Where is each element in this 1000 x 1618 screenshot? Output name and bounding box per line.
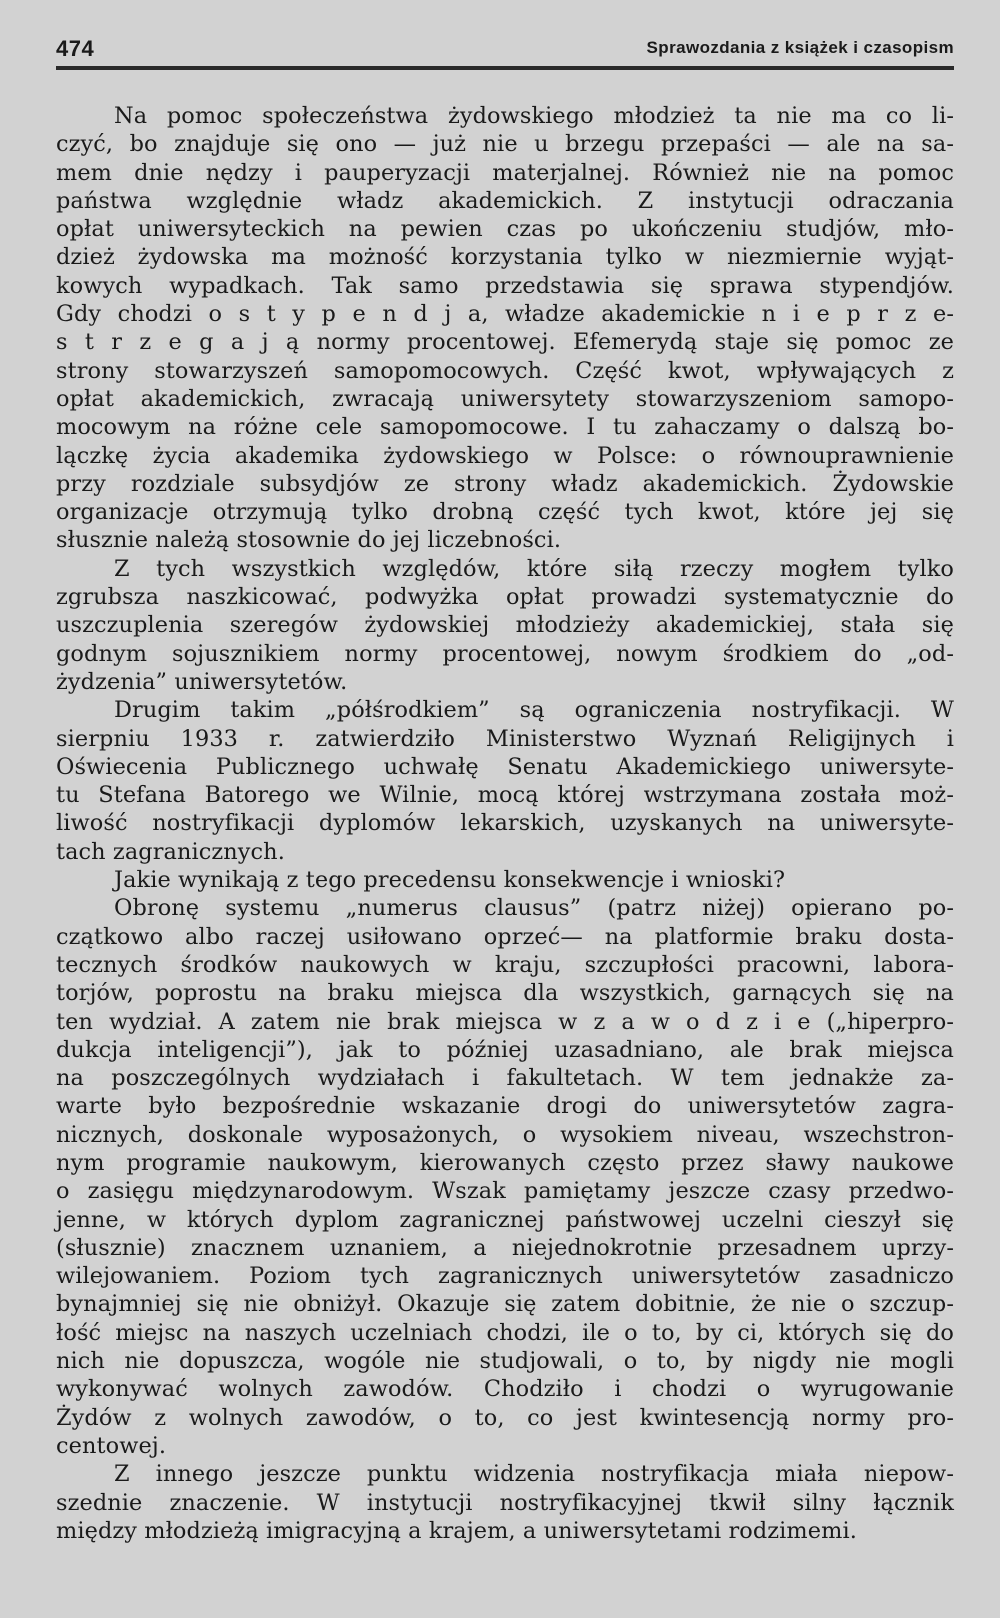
text-line: dukcja inteligencji”), jak to później uzasadniano, ale brak miejsca [56,1036,954,1063]
text-line: Z tych wszystkich względów, które siłą rzeczy mogłem tylko [114,555,954,582]
text-line: łość miejsc na naszych uczelniach chodzi, ile o to, by ci, których się do [56,1319,954,1346]
text-line: organizacje otrzymują tylko drobną część tych kwot, które jej się [56,499,954,526]
page-header [56,36,954,66]
text-line: Gdy chodzi o s t y p e n d j a, władze akademickie n i e p r z e- [56,301,954,328]
text-line: zgrubsza naszkicować, podwyżka opłat prowadzi systematycznie do [56,584,954,611]
text-line: nym programie naukowym, kierowanych często przez sławy naukowe [56,1149,954,1176]
text-line: s t r z e g a j ą normy procentowej. Efemerydą staje się pomoc ze [56,329,954,356]
text-line: Drugim takim „półśrodkiem” są ograniczenia nostryfikacji. W [114,697,954,724]
paragraph [56,102,954,555]
paragraph [56,894,954,1460]
text-line: państwa względnie władz akademickich. Z instytucji odraczania [56,187,954,214]
text-line: nicznych, doskonale wyposażonych, o wysokiem niveau, wszechstron- [56,1121,954,1148]
page-number: 474 [56,36,95,61]
paragraph [56,696,954,866]
text-line: kowych wypadkach. Tak samo przedstawia się sprawa stypendjów. [56,272,954,299]
text-line: Z innego jeszcze punktu widzenia nostryfikacja miała niepow- [114,1461,954,1488]
text-line: czątkowo albo raczej usiłowano oprzeć— na platformie braku dosta- [56,923,954,950]
text-line: strony stowarzyszeń samopomocowych. Część kwot, wpływających z [56,357,954,384]
text-line: uszczuplenia szeregów żydowskiej młodzieży akademickiej, stała się [56,612,954,639]
text-line: torjów, poprostu na braku miejsca dla wszystkich, garnących się na [56,980,954,1007]
text-line: ten wydział. A zatem nie brak miejsca w z a w o d z i e („hiperpro- [56,1008,954,1035]
text-line: sierpniu 1933 r. zatwierdziło Ministerstwo Wyznań Religijnych i [56,725,954,752]
text-line: jenne, w których dyplom zagranicznej państwowej uczelni cieszył się [56,1206,954,1233]
paragraph [56,866,954,894]
text-line: bynajmniej się nie obniżył. Okazuje się zatem dobitnie, że nie o szczup- [56,1291,954,1318]
text-line: tecznych środków naukowych w kraju, szczupłości pracowni, labora- [56,951,954,978]
header-rule [56,66,954,70]
text-line: żydzenia” uniwersytetów. [56,668,348,695]
text-line: Jakie wynikają z tego precedensu konsekwencje i wnioski? [114,867,786,894]
text-line: mocowym na różne cele samopomocowe. I tu zahaczamy o dalszą bo- [56,414,954,441]
text-line: czyć, bo znajduje się ono — już nie u brzegu przepaści — ale na sa- [56,131,954,158]
text-line: opłat akademickich, zwracają uniwersytety stowarzyszeniom samopo- [56,385,954,412]
text-line: godnym sojusznikiem normy procentowej, nowym środkiem do „od- [56,640,954,667]
text-line: lączkę życia akademika żydowskiego w Polsce: o równouprawnienie [56,442,954,469]
text-line: tu Stefana Batorego we Wilnie, mocą której wstrzymana została moż- [56,782,954,809]
text-line: opłat uniwersyteckich na pewien czas po ukończeniu studjów, mło- [56,216,954,243]
text-line: Oświecenia Publicznego uchwałę Senatu Akademickiego uniwersyte- [56,753,954,780]
text-line: liwość nostryfikacji dyplomów lekarskich, uzyskanych na uniwersyte- [56,810,954,837]
paragraph [56,555,954,696]
text-line: nich nie dopuszcza, wogóle nie studjowali, o to, by nigdy nie mogli [56,1348,954,1375]
text-line: przy rozdziale subsydjów ze strony władz akademickich. Żydowskie [56,470,954,497]
text-line: między młodzieżą imigracyjną a krajem, a uniwersytetami rodzimemi. [56,1517,857,1544]
text-line: na poszczególnych wydziałach i fakultetach. W tem jednakże za- [56,1065,954,1092]
paragraph [56,1460,954,1545]
text-line: centowej. [56,1432,167,1459]
text-line: Żydów z wolnych zawodów, o to, co jest kwintesencją normy pro- [56,1404,954,1431]
text-line: o zasięgu międzynarodowym. Wszak pamiętamy jeszcze czasy przedwo- [56,1178,954,1205]
running-head: Sprawozdania z książek i czasopism [646,38,954,57]
text-line: mem dnie nędzy i pauperyzacji materjalnej. Również nie na pomoc [56,159,954,186]
text-line: tach zagranicznych. [56,838,285,865]
text-line: wykonywać wolnych zawodów. Chodziło i chodzi o wyrugowanie [56,1376,954,1403]
text-line: wilejowaniem. Poziom tych zagranicznych uniwersytetów zasadniczo [56,1263,954,1290]
text-line: dzież żydowska ma możność korzystania tylko w niezmiernie wyjąt- [56,244,954,271]
text-line: szednie znaczenie. W instytucji nostryfikacyjnej tkwił silny łącznik [56,1489,954,1516]
text-line: warte było bezpośrednie wskazanie drogi do uniwersytetów zagra- [56,1093,954,1120]
body-text [56,102,954,1545]
text-line: słusznie należą stosownie do jej liczebności. [56,527,562,554]
text-line: Na pomoc społeczeństwa żydowskiego młodzież ta nie ma co li- [114,103,954,129]
text-line: (słusznie) znacznem uznaniem, a niejednokrotnie przesadnem uprzy- [56,1234,954,1261]
text-line: Obronę systemu „numerus clausus” (patrz niżej) opierano po- [114,895,954,922]
